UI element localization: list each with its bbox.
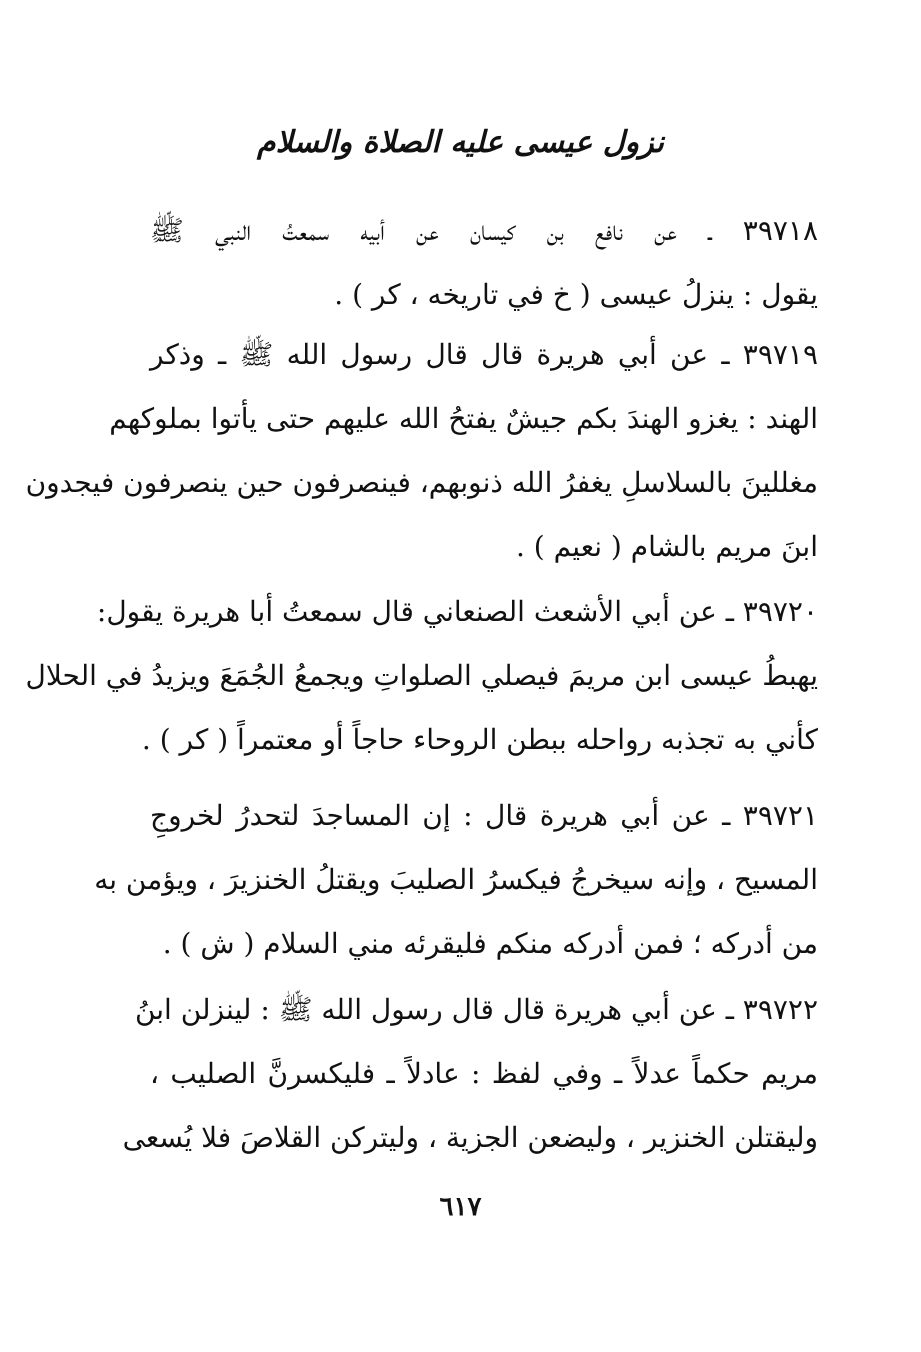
text-line: مغللينَ بالسلاسلِ يغفرُ الله ذنوبهم، فينصرفون حين ينصرفون فيجدون bbox=[25, 466, 818, 499]
text-line: ٣٩٧٢١ ـ عن أبي هريرة قال : إن المساجدَ لتحدرُ لخروجِ bbox=[150, 799, 818, 832]
text-line: المسيح ، وإنه سيخرجُ فيكسرُ الصليبَ ويقتلُ الخنزيرَ ، ويؤمن به bbox=[94, 863, 818, 896]
text-line: ٣٩٧٢٢ ـ عن أبي هريرة قال قال رسول الله ﷺ : لينزلن ابنُ bbox=[134, 993, 818, 1026]
text-line: كأني به تجذبه رواحله ببطن الروحاء حاجاً أو معتمراً ( كر ) . bbox=[141, 723, 818, 756]
chapter-title: نزول عيسى عليه الصلاة والسلام bbox=[257, 125, 664, 160]
hadith-39721 bbox=[94, 784, 818, 976]
text-line: ٣٩٧٢٠ ـ عن أبي الأشعث الصنعاني قال سمعتُ أبا هريرة يقول: bbox=[96, 595, 818, 628]
hadith-39722 bbox=[122, 978, 818, 1170]
hadith-39718 bbox=[150, 199, 818, 327]
text-line: ٣٩٧١٩ ـ عن أبي هريرة قال قال رسول الله ﷺ ـ وذكر bbox=[150, 338, 818, 371]
text-line: الهند : يغزو الهندَ بكم جيشٌ يفتحُ الله عليهم حتى يأتوا بملوكهم bbox=[109, 402, 818, 435]
hadith-39720 bbox=[25, 580, 818, 772]
page-number: ٦١٧ bbox=[439, 1192, 482, 1222]
text-line: ابنَ مريم بالشام ( نعيم ) . bbox=[516, 530, 818, 563]
text-line: ٣٩٧١٨ ـ عن نافع بن كيسان عن أبيه سمعتُ النبي ﷺ bbox=[150, 214, 818, 247]
text-line: مريم حكماً عدلاً ـ وفي لفظ : عادلاً ـ فليكسرنَّ الصليب ، bbox=[150, 1057, 818, 1090]
text-line: وليقتلن الخنزير ، وليضعن الجزية ، وليتركن القلاصَ فلا يُسعى bbox=[122, 1121, 818, 1154]
text-line: يقول : ينزلُ عيسى ( خ في تاريخه ، كر ) . bbox=[334, 278, 818, 311]
hadith-39719 bbox=[25, 323, 818, 579]
text-line: يهبطُ عيسى ابن مريمَ فيصلي الصلواتِ ويجمعُ الجُمَعَ ويزيدُ في الحلال bbox=[25, 659, 818, 692]
text-line: من أدركه ؛ فمن أدركه منكم فليقرئه مني السلام ( ش ) . bbox=[162, 927, 818, 960]
